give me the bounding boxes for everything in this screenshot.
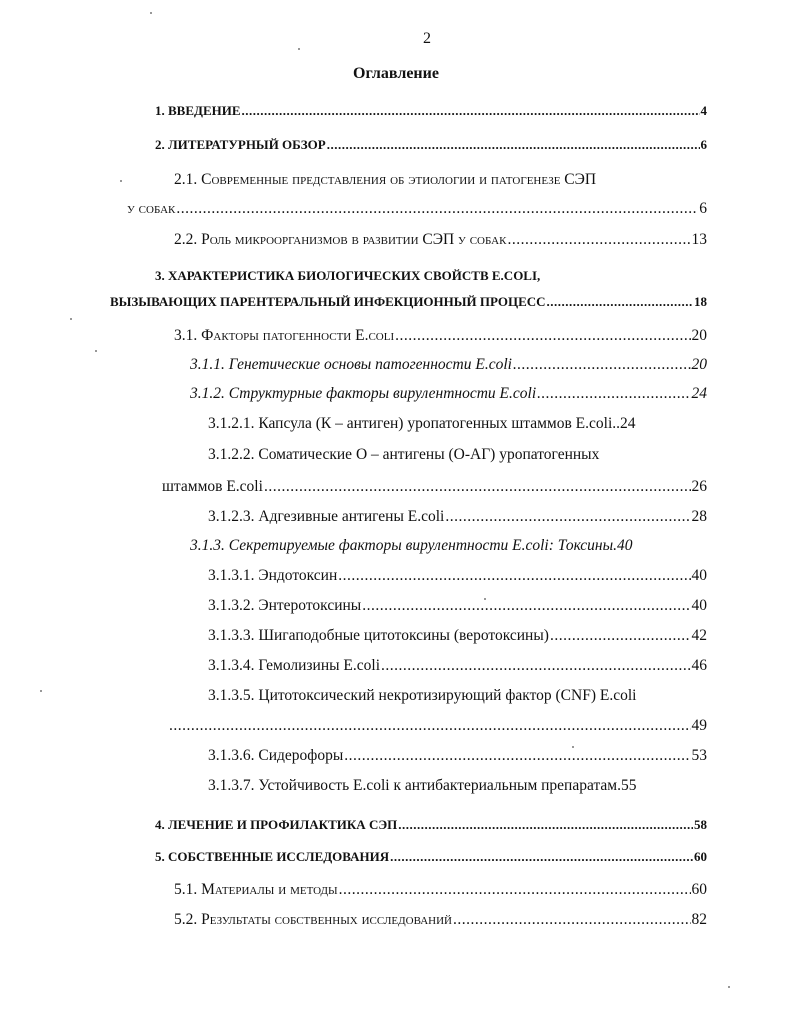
toc-entry-text: 3.1.1. Генетические основы патогенности E.coli (190, 356, 512, 373)
toc-entry-text: 2.2. Роль микроорганизмов в развитии СЭП у собак (174, 231, 507, 248)
toc-entry[interactable] (190, 536, 707, 556)
toc-entry-page: 13 (691, 231, 707, 248)
toc-entry-page: 24 (620, 415, 636, 432)
toc-entry-page: 46 (691, 657, 707, 674)
toc-entry-text: 3.1. Факторы патогенности E.coli (174, 327, 395, 344)
toc-entry[interactable] (174, 230, 707, 250)
toc-entry-text: 3.1.3.4. Гемолизины E.coli (208, 657, 381, 674)
toc-entry-page: 53 (691, 747, 707, 764)
scan-speck (70, 318, 72, 320)
toc-entry-page: 20 (691, 327, 707, 344)
toc-entry-text: 5. СОБСТВЕННЫЕ ИССЛЕДОВАНИЯ (155, 849, 390, 864)
toc-entry-text: 3.1.2.3. Адгезивные антигены E.coli (208, 508, 445, 525)
toc-entry-page: 49 (691, 717, 707, 734)
toc-entry-page: 6 (699, 200, 707, 217)
toc-entry-page: 26 (691, 478, 707, 495)
toc-entry[interactable] (155, 101, 707, 121)
toc-entry-page: 24 (691, 385, 707, 402)
page-title: Оглавление (353, 65, 439, 82)
toc-entry-line1[interactable]: 3. ХАРАКТЕРИСТИКА БИОЛОГИЧЕСКИХ СВОЙСТВ E.COLI, (155, 268, 541, 283)
toc-entry-page: 42 (691, 627, 707, 644)
toc-entry-line1[interactable]: 3.1.3.5. Цитотоксический некротизирующий фактор (CNF) E.coli (208, 687, 637, 704)
toc-entry-text: штаммов E.coli (162, 478, 263, 495)
toc-entry[interactable] (208, 776, 707, 796)
toc-entry-text: 5.1. Материалы и методы (174, 881, 338, 898)
toc-entry-page: 40 (691, 567, 707, 584)
toc-entry-line1[interactable]: 3.1.2.2. Соматические О – антигены (О-АГ) уропатогенных (208, 446, 600, 463)
toc-entry[interactable] (155, 135, 707, 155)
toc-entry[interactable] (162, 477, 707, 497)
scan-speck (728, 986, 730, 988)
toc-entry-page: 60 (691, 881, 707, 898)
toc-entry-text: 3.1.3. Секретируемые факторы вирулентности E.coli: Токсины. (190, 537, 617, 554)
scan-speck (120, 180, 122, 182)
scan-speck (298, 48, 300, 50)
page-number: 2 (423, 30, 431, 47)
toc-entry-line1[interactable]: 2.1. Современные представления об этиологии и патогенезе СЭП (174, 171, 597, 188)
toc-entry[interactable] (174, 880, 707, 900)
toc-entry-text: ВЫЗЫВАЮЩИХ ПАРЕНТЕРАЛЬНЫЙ ИНФЕКЦИОННЫЙ ПРОЦЕСС (110, 294, 546, 309)
toc-entry[interactable] (155, 815, 707, 835)
toc-entry-text: 4. ЛЕЧЕНИЕ И ПРОФИЛАКТИКА СЭП (155, 817, 398, 832)
toc-entry-text: у собак (127, 200, 176, 217)
toc-entry[interactable] (174, 910, 707, 930)
toc-entry[interactable] (208, 596, 707, 616)
toc-entry[interactable] (208, 507, 707, 527)
toc-entry[interactable] (208, 656, 707, 676)
toc-entry-page: 60 (694, 849, 707, 864)
toc-entry-text: 3.1.3.7. Устойчивость E.coli к антибактериальным препаратам. (208, 777, 621, 794)
toc-entry-page: 18 (694, 294, 707, 309)
toc-entry[interactable] (208, 746, 707, 766)
toc-entry-text: 3.1.3.6. Сидерофоры (208, 747, 344, 764)
toc-entry-text: 5.2. Результаты собственных исследований (174, 911, 452, 928)
toc-entry[interactable] (190, 384, 707, 404)
toc-entry-page: 40 (691, 597, 707, 614)
toc-entry[interactable] (208, 414, 707, 434)
toc-entry-text: 3.1.3.2. Энтеротоксины (208, 597, 362, 614)
toc-entry-page: 82 (691, 911, 707, 928)
toc-entry-text: 3.1.2.1. Капсула (К – антиген) уропатогенных штаммов E.coli.. (208, 415, 620, 432)
toc-entry[interactable] (208, 566, 707, 586)
toc-entry-page: 40 (616, 537, 633, 554)
toc-entry-text: 2. ЛИТЕРАТУРНЫЙ ОБЗОР (155, 137, 326, 152)
toc-entry-page: 55 (620, 777, 637, 794)
scan-speck (150, 12, 152, 14)
toc-entry-page: 20 (691, 356, 707, 373)
toc-entry[interactable] (155, 847, 707, 867)
toc-entry-page: 28 (691, 508, 707, 525)
toc-entry-page: 6 (700, 137, 707, 152)
toc-entry-text: 3.1.3.1. Эндотоксин (208, 567, 338, 584)
toc-entry[interactable] (174, 326, 707, 346)
scan-speck (40, 690, 42, 692)
toc-entry-page: 4 (700, 103, 707, 118)
toc-entry-text: 3.1.2. Структурные факторы вирулентности E.coli (190, 385, 537, 402)
scan-speck (484, 598, 486, 600)
toc-entry[interactable] (208, 626, 707, 646)
toc-entry[interactable] (127, 199, 707, 219)
toc-entry[interactable] (190, 355, 707, 375)
toc-entry[interactable] (110, 292, 707, 312)
toc-entry[interactable] (168, 716, 707, 736)
toc-entry-text: 1. ВВЕДЕНИЕ (155, 103, 241, 118)
scan-speck (95, 350, 97, 352)
toc-entry-page: 58 (694, 817, 707, 832)
scan-speck (572, 746, 574, 748)
toc-entry-text: 3.1.3.3. Шигаподобные цитотоксины (веротоксины) (208, 627, 549, 644)
